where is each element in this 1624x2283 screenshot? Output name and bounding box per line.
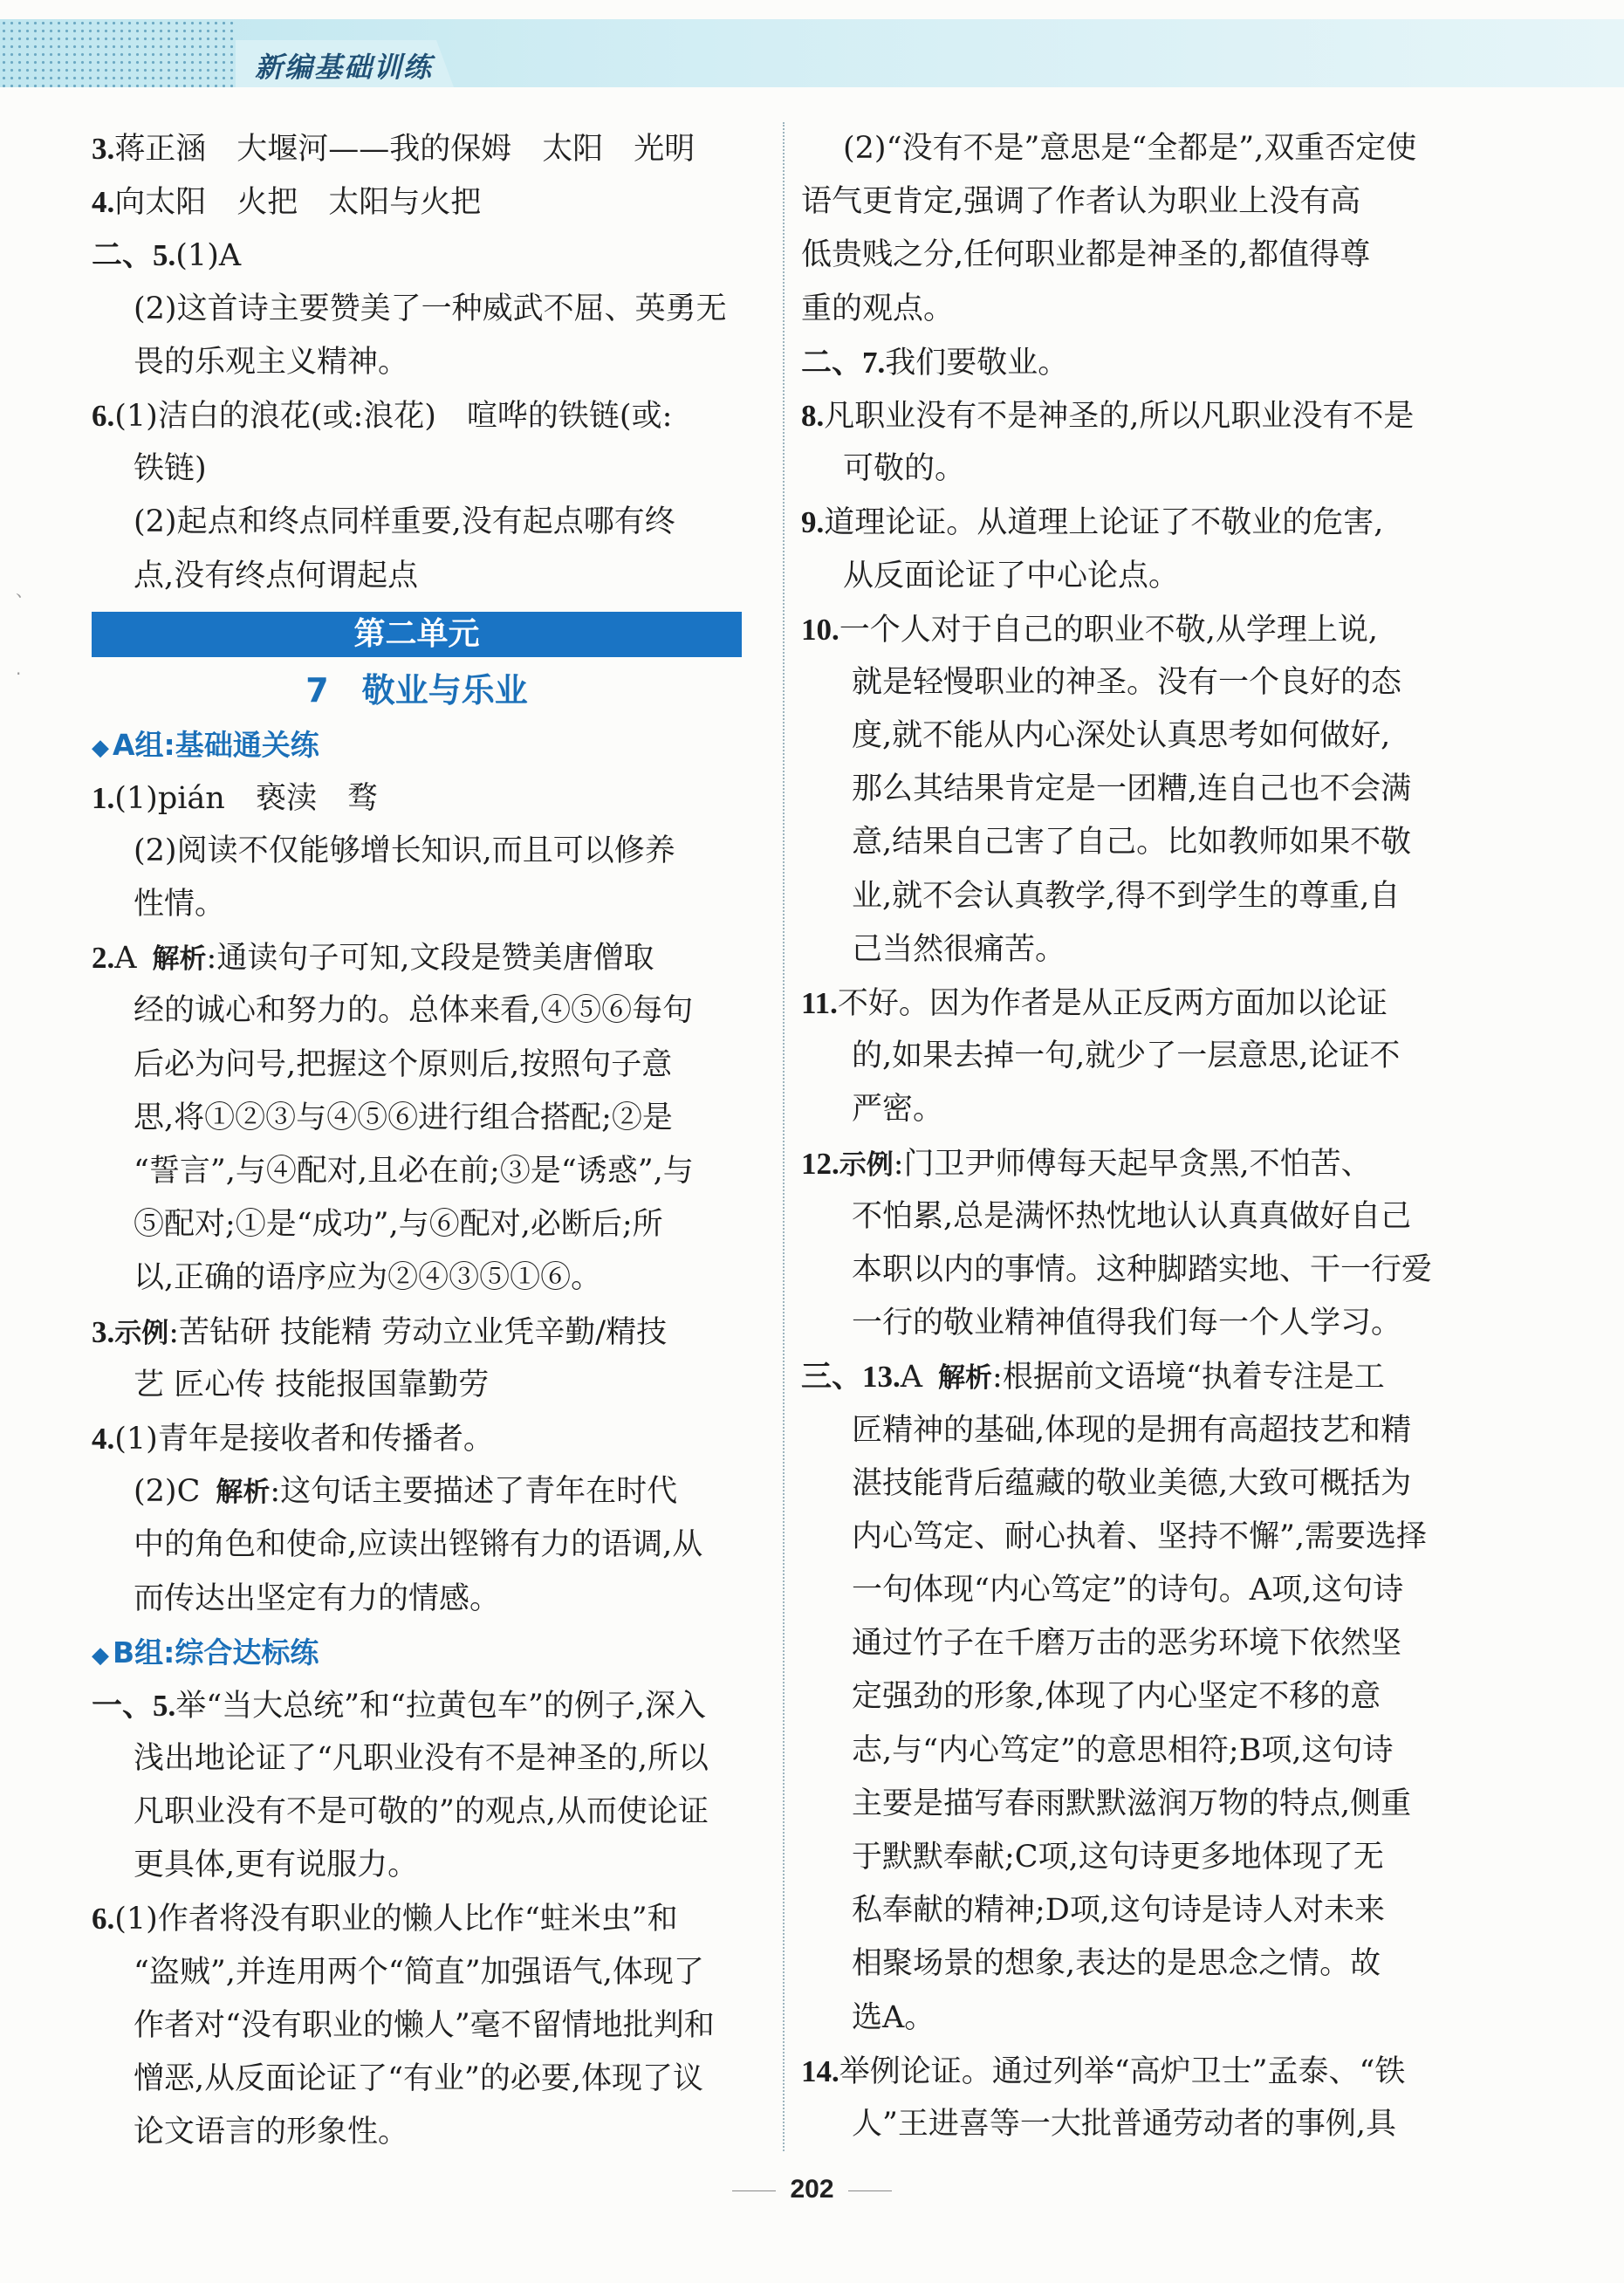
- answer-line: 相聚场景的想象,表达的是思念之情。故: [852, 1946, 1381, 1982]
- answer-line: 凡职业没有不是可敬的”的观点,从而使论证: [134, 1794, 709, 1830]
- answer-line: 通过竹子在千磨万击的恶劣环境下依然坚: [852, 1626, 1402, 1662]
- page-footer: [0, 2175, 1624, 2204]
- group-a-heading: ◆ A组:基础通关练: [92, 727, 319, 762]
- answer-line: 意,结果自己害了自己。比如教师如果不敬: [852, 825, 1412, 860]
- answer-line: 作者对“没有职业的懒人”毫不留情地批判和: [134, 2007, 715, 2043]
- answer-line: 后必为问号,把握这个原则后,按照句子意: [134, 1046, 673, 1082]
- answer-line: 定强劲的形象,体现了内心坚定不移的意: [852, 1679, 1381, 1715]
- answer-line: 点,没有终点何谓起点: [134, 558, 419, 593]
- footer-rule: [848, 2190, 892, 2191]
- answer-line: 从反面论证了中心论点。: [843, 558, 1180, 593]
- left-column: [92, 122, 764, 2159]
- answer-item: 12.示例:门卫尹师傅每天起早贪黑,不怕苦、: [801, 1146, 1372, 1182]
- answer-line: 内心笃定、耐心执着、坚持不懈”,需要选择: [852, 1519, 1428, 1554]
- answer-line: 那么其结果肯定是一团糟,连自己也不会满: [852, 771, 1412, 807]
- answer-line: ⑤配对;①是“成功”,与⑥配对,必断后;所: [134, 1207, 663, 1243]
- answer-item: 三、13.A 解析:根据前文语境“执着专注是工: [801, 1360, 1385, 1395]
- answer-item: 3.示例:苦钻研 技能精 劳动立业凭辛勤/精技: [92, 1314, 668, 1350]
- answer-item: 4.向太阳 火把 太阳与火把: [92, 185, 482, 221]
- answer-line: 选A。: [852, 1999, 935, 2035]
- answer-item: 6.(1)洁白的浪花(或:浪花) 喧哗的铁链(或:: [92, 398, 673, 434]
- answer-line: 而传达出坚定有力的情感。: [134, 1580, 501, 1616]
- answer-line: (2)起点和终点同样重要,没有起点哪有终: [134, 504, 675, 540]
- answer-line: 铁链): [134, 451, 207, 487]
- margin-mark: ·: [16, 663, 22, 684]
- answer-line: 私奉献的精神;D项,这句诗是诗人对未来: [852, 1893, 1385, 1929]
- answer-item: 6.(1)作者将没有职业的懒人比作“蛀米虫”和: [92, 1902, 678, 1937]
- answer-item: 11.不好。因为作者是从正反两方面加以论证: [801, 986, 1388, 1021]
- answer-item: 8.凡职业没有不是神圣的,所以凡职业没有不是: [801, 398, 1415, 434]
- answer-item: 3.蒋正涵 大堰河——我的保姆 太阳 光明: [92, 132, 696, 167]
- answer-item: 1.(1)pián 亵渎 骛: [92, 780, 378, 816]
- answer-item: 2.A 解析:通读句子可知,文段是赞美唐僧取: [92, 941, 654, 977]
- answer-line: 憎恶,从反面论证了“有业”的必要,体现了议: [134, 2061, 704, 2096]
- answer-item: 10.一个人对于自己的职业不敬,从学理上说,: [801, 612, 1379, 648]
- header-dot-pattern: [0, 19, 236, 87]
- answer-line: 论文语言的形象性。: [134, 2115, 409, 2150]
- answer-line: 志,与“内心笃定”的意思相符;B项,这句诗: [852, 1732, 1394, 1768]
- answer-line: 度,就不能从内心深处认真思考如何做好,: [852, 718, 1391, 754]
- answer-line: 主要是描写春雨默默滋润万物的特点,侧重: [852, 1786, 1412, 1821]
- page-number: 202: [790, 2175, 834, 2204]
- answer-line: 艺 匠心传 技能报国靠勤劳: [134, 1367, 490, 1402]
- answer-line: 性情。: [134, 887, 226, 922]
- answer-item: 二、5.(1)A: [92, 238, 242, 274]
- answer-item: 二、7.我们要敬业。: [801, 345, 1069, 380]
- answer-line: (2)阅读不仅能够增长知识,而且可以修养: [134, 833, 675, 868]
- answer-line: “盗贼”,并连用两个“简直”加强语气,体现了: [134, 1954, 704, 1990]
- answer-line: 语气更肯定,强调了作者认为职业上没有高: [801, 184, 1361, 220]
- unit-title-bar: 第二单元: [92, 612, 742, 657]
- group-b-heading: ◆ B组:综合达标练: [92, 1635, 319, 1669]
- answer-line: 己当然很痛苦。: [852, 931, 1066, 967]
- answer-line: 以,正确的语序应为②④③⑤①⑥。: [134, 1260, 602, 1296]
- answer-line: 畏的乐观主义精神。: [134, 344, 409, 380]
- answer-item: 4.(1)青年是接收者和传播者。: [92, 1421, 494, 1457]
- answer-line: 浅出地论证了“凡职业没有不是神圣的,所以: [134, 1740, 709, 1776]
- lesson-title: 7 敬业与乐业: [305, 670, 528, 710]
- answer-line: 更具体,更有说服力。: [134, 1848, 419, 1883]
- answer-line: (2)“没有不是”意思是“全都是”,双重否定使: [843, 131, 1417, 166]
- answer-item: 9.道理论证。从道理上论证了不敬业的危害,: [801, 505, 1384, 541]
- answer-line: 重的观点。: [801, 291, 955, 326]
- right-column: [801, 122, 1477, 2151]
- answer-line: 一句体现“内心笃定”的诗句。A项,这句诗: [852, 1573, 1404, 1608]
- answer-item: 一、5.举“当大总统”和“拉黄包车”的例子,深入: [92, 1688, 706, 1724]
- answer-line: 人”王进喜等一大批普通劳动者的事例,具: [852, 2106, 1397, 2142]
- answer-line: 严密。: [852, 1092, 944, 1128]
- answer-line: 思,将①②③与④⑤⑥进行组合搭配;②是: [134, 1100, 673, 1135]
- footer-rule: [732, 2190, 776, 2191]
- answer-line: 本职以内的事情。这种脚踏实地、干一行爱: [852, 1251, 1433, 1287]
- answer-item: 14.举例论证。通过列举“高炉卫士”孟泰、“铁: [801, 2053, 1406, 2089]
- answer-line: (2)C 解析:这句话主要描述了青年在时代: [134, 1474, 678, 1510]
- answer-line: 于默默奉献;C项,这句诗更多地体现了无: [852, 1840, 1384, 1875]
- header-title: 新编基础训练: [255, 51, 434, 84]
- answer-line: 不怕累,总是满怀热忱地认认真真做好自己: [852, 1198, 1412, 1234]
- margin-mark: 、: [16, 579, 33, 600]
- diamond-icon: ◆: [92, 1642, 109, 1669]
- answer-line: 湛技能背后蕴藏的敬业美德,大致可概括为: [852, 1465, 1412, 1501]
- answer-line: 业,就不会认真教学,得不到学生的尊重,自: [852, 878, 1401, 914]
- answer-line: 中的角色和使命,应读出铿锵有力的语调,从: [134, 1527, 703, 1563]
- answer-line: “誓言”,与④配对,且必在前;③是“诱惑”,与: [134, 1154, 694, 1189]
- answer-line: 可敬的。: [843, 451, 966, 487]
- answer-line: 匠精神的基础,体现的是拥有高超技艺和精: [852, 1412, 1412, 1448]
- answer-line: 就是轻慢职业的神圣。没有一个良好的态: [852, 664, 1402, 700]
- diamond-icon: ◆: [92, 734, 109, 761]
- column-divider: [783, 122, 785, 2151]
- answer-line: (2)这首诗主要赞美了一种威武不屈、英勇无: [134, 291, 727, 326]
- answer-line: 的,如果去掉一句,就少了一层意思,论证不: [852, 1039, 1401, 1074]
- answer-line: 经的诚心和努力的。总体来看,④⑤⑥每句: [134, 993, 694, 1029]
- answer-line: 低贵贱之分,任何职业都是神圣的,都值得尊: [801, 237, 1371, 273]
- answer-line: 一行的敬业精神值得我们每一个人学习。: [852, 1306, 1402, 1341]
